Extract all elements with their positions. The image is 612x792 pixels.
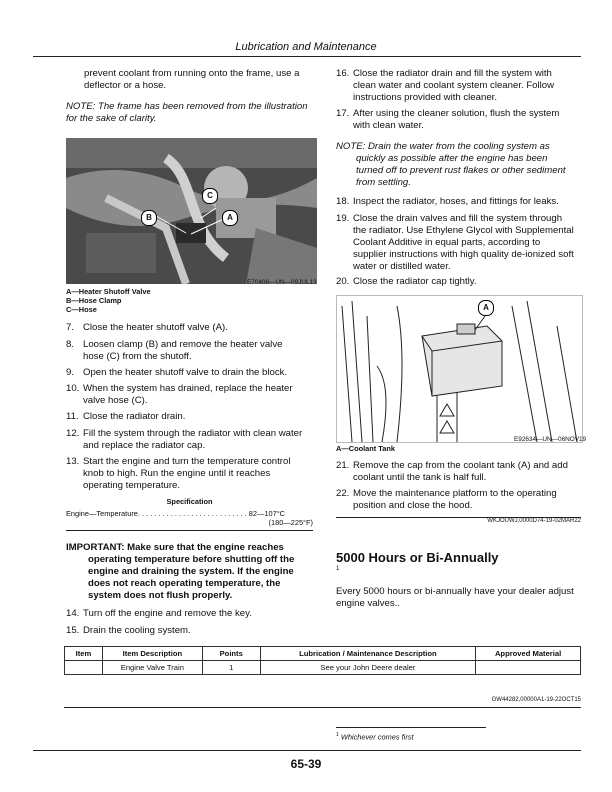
step-text: Drain the cooling system. xyxy=(83,625,191,636)
step-text: When the system has drained, replace the heater xyxy=(83,383,293,394)
frame-note-text: NOTE: The frame has been removed from the illustration for the sake of clarity. xyxy=(66,101,308,124)
section-line: Every 5000 hours or bi-annually have your dealer adjust xyxy=(336,586,574,597)
note-line: from settling. xyxy=(356,177,411,188)
step-text: After using the cleaner solution, flush the system xyxy=(353,108,560,119)
step-text: the radiator. Use Ethylene Glycol with Supplemental xyxy=(353,225,574,236)
step-text: hose (C) from the shutoff. xyxy=(83,351,192,362)
header-rule xyxy=(33,56,581,57)
step-number: 21. xyxy=(336,460,350,471)
step-text: Close the radiator cap tightly. xyxy=(353,276,477,287)
step-number: 16. xyxy=(336,68,350,79)
step-text: coolant until the tank is half full. xyxy=(353,472,487,483)
table-reference-code: GW44282,00000A1-19-22OCT15 xyxy=(491,697,581,703)
step-text: Inspect the radiator, hoses, and fittings for leaks. xyxy=(353,196,559,207)
step-text: Close the heater shutoff valve (A). xyxy=(83,322,228,333)
cell-item xyxy=(65,661,103,675)
callout-b: B xyxy=(141,210,157,226)
step-number: 14. xyxy=(66,608,80,619)
footnote xyxy=(336,732,414,741)
header-item-description: Item Description xyxy=(102,647,202,661)
step-text: Coolant Additive in equal parts, according to xyxy=(353,237,541,248)
header-points: Points xyxy=(202,647,260,661)
heater-valve-photo xyxy=(66,138,317,284)
section-title: 5000 Hours or Bi-Annually xyxy=(336,550,499,565)
step-text: Fill the system through the radiator with clean water xyxy=(83,428,303,439)
header-approved-material: Approved Material xyxy=(476,647,581,661)
page-number: 65-39 xyxy=(290,757,322,771)
table-end-rule xyxy=(64,707,581,708)
important-line: does not reach operating temperature, the xyxy=(88,578,281,589)
figure2-code: E92634—UN—06NOV19 xyxy=(514,436,587,443)
engine-illustration xyxy=(66,138,317,284)
step-number: 7. xyxy=(66,322,75,333)
note-line: turned off to prevent rust flakes or other sediment xyxy=(356,165,566,176)
step-number: 18. xyxy=(336,196,350,207)
step-text: Remove the cap from the coolant tank (A) and add xyxy=(353,460,568,471)
step-text: Close the drain valves and fill the system through xyxy=(353,213,563,224)
step-text: position and close the hood. xyxy=(353,500,473,511)
spec-engine-temp: Engine—Temperature. . . . . . . . . . . . . . . . . . . . . . . . . . . 82—107°C xyxy=(66,509,286,518)
table-header-row xyxy=(65,647,581,661)
step-number: 10. xyxy=(66,383,80,394)
cell-points: 1 xyxy=(202,661,260,675)
figure1-legend xyxy=(66,287,151,314)
footnote-rule xyxy=(336,727,486,728)
maintenance-table xyxy=(64,646,581,675)
step-text: Close the radiator drain and fill the system with xyxy=(353,68,552,79)
step-text: Move the maintenance platform to the operating xyxy=(353,488,557,499)
step-text: Close the radiator drain. xyxy=(83,411,186,422)
step-number: 8. xyxy=(66,339,75,350)
step-number: 13. xyxy=(66,456,80,467)
step-text: clean water and coolant system cleaner. Follow xyxy=(353,80,555,91)
important-line: system does not flush properly. xyxy=(88,590,233,601)
cell-approved-material xyxy=(476,661,581,675)
step-number: 15. xyxy=(66,625,80,636)
reference-code: WKJOUWJ,0000D74-19-02MAR22 xyxy=(487,518,581,524)
header-item: Item xyxy=(65,647,103,661)
section-footnote-mark: 1 xyxy=(336,566,340,572)
note-line: NOTE: Drain the water from the cooling system as xyxy=(336,141,550,152)
step-text: and replace the radiator cap. xyxy=(83,440,206,451)
step-text: knob to high. Run the engine until it reaches xyxy=(83,468,271,479)
step-text: Turn off the engine and remove the key. xyxy=(83,608,252,619)
legend-item: B—Hose Clamp xyxy=(66,296,122,305)
step-number: 12. xyxy=(66,428,80,439)
step-text: water or distilled water. xyxy=(353,261,451,272)
note-line: quickly as possible after the engine has been xyxy=(356,153,548,164)
coolant-tank-drawing xyxy=(336,295,583,443)
step-number: 20. xyxy=(336,276,350,287)
coolant-tank-illustration xyxy=(337,296,582,442)
step-number: 17. xyxy=(336,108,350,119)
step-text: Open the heater shutoff valve to drain the block. xyxy=(83,367,288,378)
step-number: 19. xyxy=(336,213,350,224)
cell-item-description: Engine Valve Train xyxy=(102,661,202,675)
footer-rule xyxy=(33,750,581,751)
step-number: 9. xyxy=(66,367,75,378)
step-number: 22. xyxy=(336,488,350,499)
section-text xyxy=(336,586,574,610)
footnote-mark: 1 xyxy=(336,732,339,738)
callout-a: A xyxy=(222,210,238,226)
section-line: engine valves.. xyxy=(336,598,400,609)
step-text: valve hose (C). xyxy=(83,395,148,406)
spec-engine-temp-alt: (180—225°F) xyxy=(268,518,313,527)
page-header-title: Lubrication and Maintenance xyxy=(235,41,377,53)
important-line: operating temperature before shutting off the xyxy=(88,554,295,565)
step-text: Start the engine and turn the temperature control xyxy=(83,456,291,467)
frame-note xyxy=(66,101,316,125)
callout-a: A xyxy=(478,300,494,316)
intro-text: prevent coolant from running onto the frame, use a deflector or a hose. xyxy=(84,68,300,91)
important-line: IMPORTANT: Make sure that the engine reaches xyxy=(66,542,284,553)
important-notice xyxy=(66,542,294,602)
step-text: supplier instructions with high quality de-ionized soft xyxy=(353,249,574,260)
figure1-code: E70406—UN—09JUL13 xyxy=(247,279,317,286)
footnote-text: Whichever comes first xyxy=(340,732,414,742)
drain-note xyxy=(336,141,566,189)
cell-maintenance-description: See your John Deere dealer xyxy=(260,661,475,675)
step-number: 11. xyxy=(66,411,79,422)
step-text: instructions provided with cleaner. xyxy=(353,92,497,103)
figure2-legend: A—Coolant Tank xyxy=(336,444,395,453)
header-maintenance-description: Lubrication / Maintenance Description xyxy=(260,647,475,661)
legend-item: C—Hose xyxy=(66,305,97,314)
step-text: Loosen clamp (B) and remove the heater valve xyxy=(83,339,283,350)
step-text: with clean water. xyxy=(353,120,424,131)
spec-rule xyxy=(66,530,313,531)
spec-heading: Specification xyxy=(166,497,213,506)
legend-item: A—Heater Shutoff Valve xyxy=(66,287,151,296)
important-line: engine and draining the system. If the engine xyxy=(88,566,294,577)
step-text: operating temperature. xyxy=(83,480,181,491)
table-row xyxy=(65,661,581,675)
callout-c: C xyxy=(202,188,218,204)
